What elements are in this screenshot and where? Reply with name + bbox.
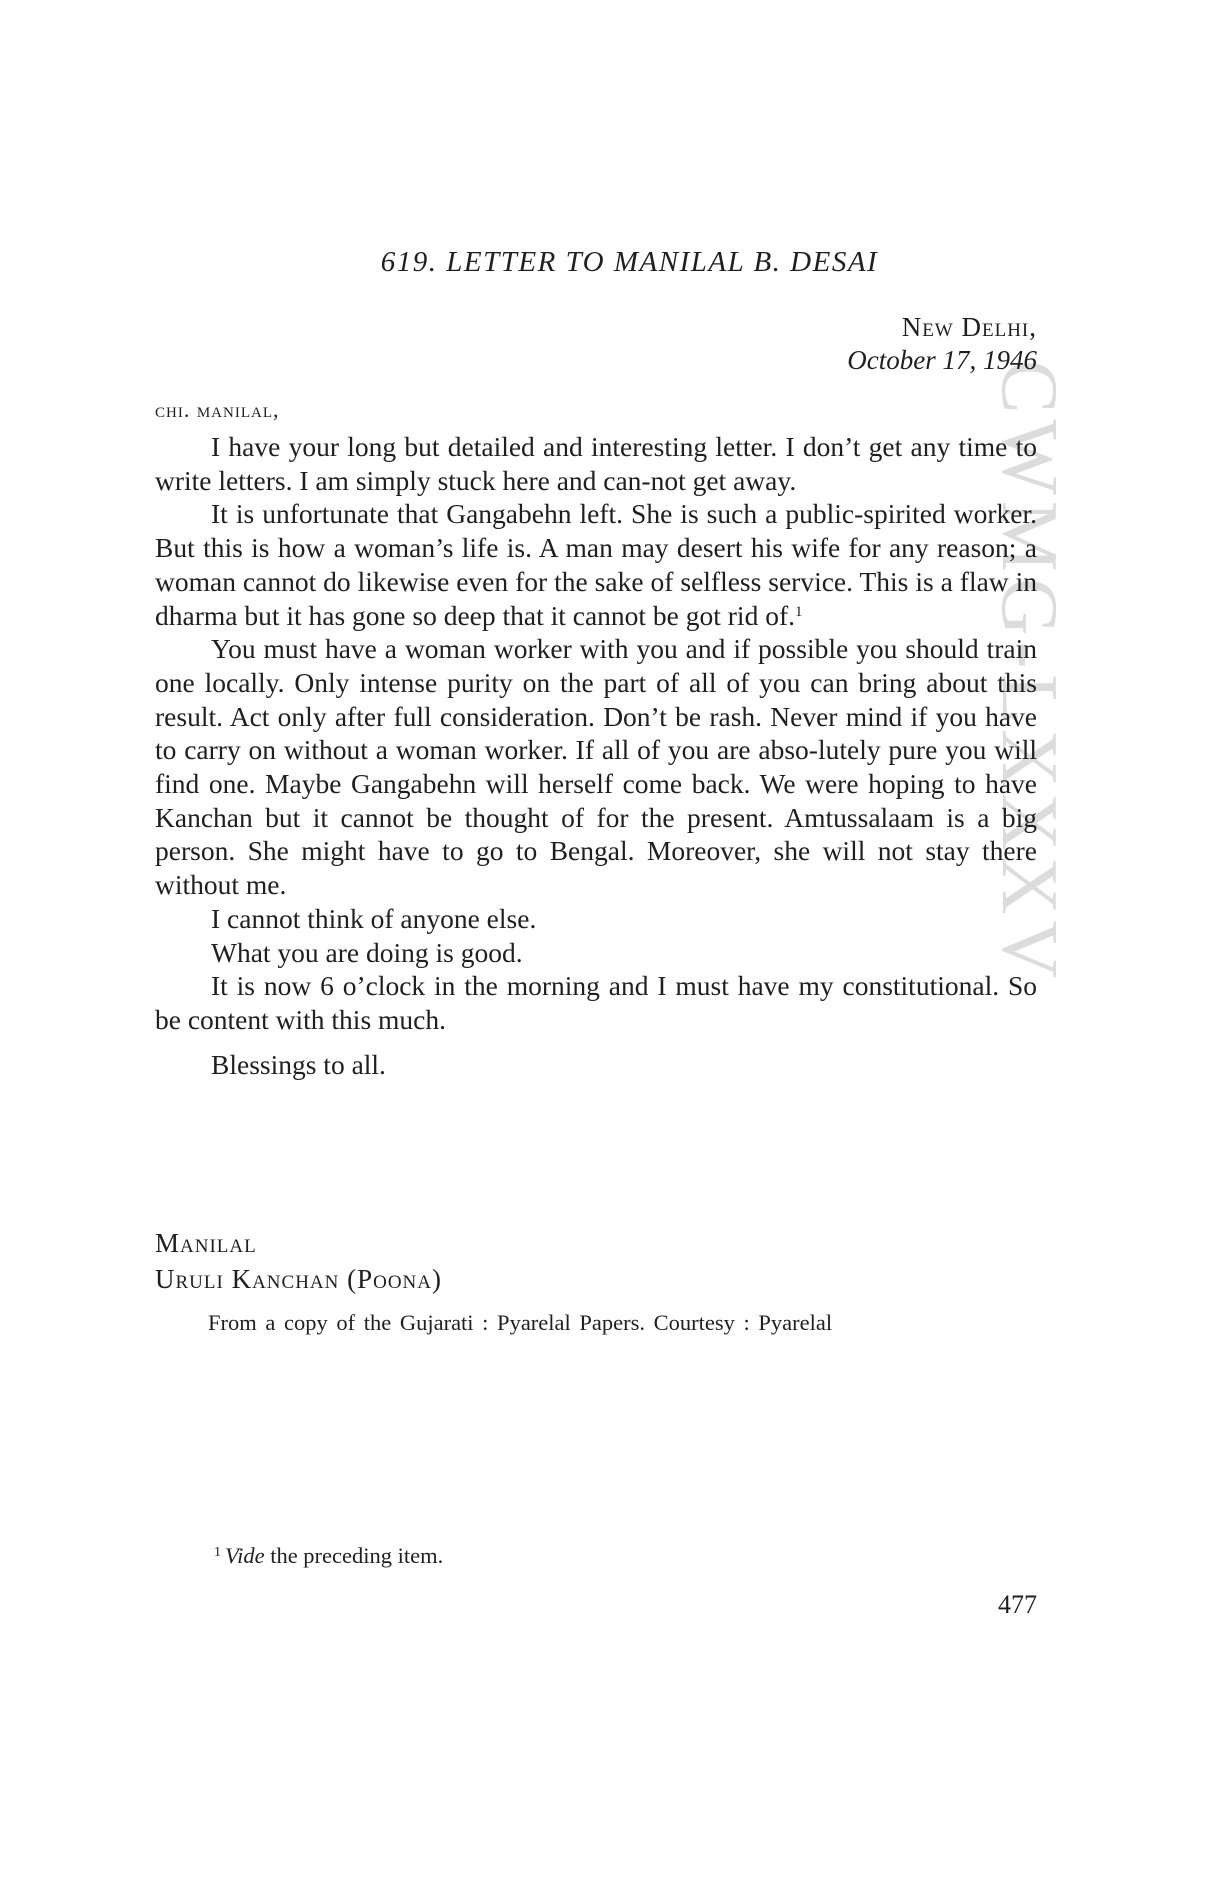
dateline-place: New Delhi,	[901, 312, 1037, 342]
footnote-text: the preceding item.	[264, 1543, 444, 1568]
paragraph: What you are doing is good.	[211, 936, 523, 968]
footnote-italic: Vide	[225, 1543, 265, 1568]
page-number: 477	[998, 1590, 1037, 1619]
source-note: From a copy of the Gujarati : Pyarelal Papers. Courtesy : Pyarelal	[208, 1310, 833, 1335]
dateline-date: October 17, 1946	[847, 345, 1037, 375]
letter-title: 619. LETTER TO MANILAL B. DESAI	[380, 246, 879, 278]
paragraph: I cannot think of anyone else.	[211, 902, 537, 934]
paragraph: You must have a woman worker with you and if possible you should train one locally. Only intense purity on the part of all of you can bring about this result. Act only after full consideration. Don’t be rash. Never mind if you have to carry on without a woman worker. If all of you are abso-lutely pure you will find one. Maybe Gangabehn will herself come back. We were hoping to have Kanchan but it cannot be thought of for the present. Amtussalaam is a big person. She might have to go to Bengal. Moreover, she will not stay there without me.	[155, 633, 1037, 901]
closing: Blessings to all.	[211, 1048, 386, 1080]
footnote-marker: 1	[794, 603, 803, 620]
watermark-text: CWMG-LXXXV	[985, 360, 1073, 985]
footnote-number: 1	[214, 1545, 221, 1560]
salutation: chi. manilal,	[155, 397, 280, 422]
addressee-place: Uruli Kanchan (Poona)	[155, 1264, 442, 1294]
paragraph-text: It is unfortunate that Gangabehn left. She is such a public-spirited worker. But this is how a woman’s life is. A man may desert his wife for any reason; a woman cannot do likewise even for the sake of selfless service. This is a flaw in dharma but it has gone so deep that it cannot be got rid of.	[155, 498, 1037, 631]
paragraph: I have your long but detailed and interesting letter. I don’t get any time to write letters. I am simply stuck here and can-not get away.	[155, 431, 1037, 496]
footnote	[214, 1543, 443, 1569]
paragraph	[155, 497, 1037, 632]
paragraph: It is now 6 o’clock in the morning and I must have my constitutional. So be content with this much.	[155, 970, 1037, 1035]
letter-body	[155, 430, 1037, 1081]
addressee-name: Manilal	[155, 1228, 257, 1258]
